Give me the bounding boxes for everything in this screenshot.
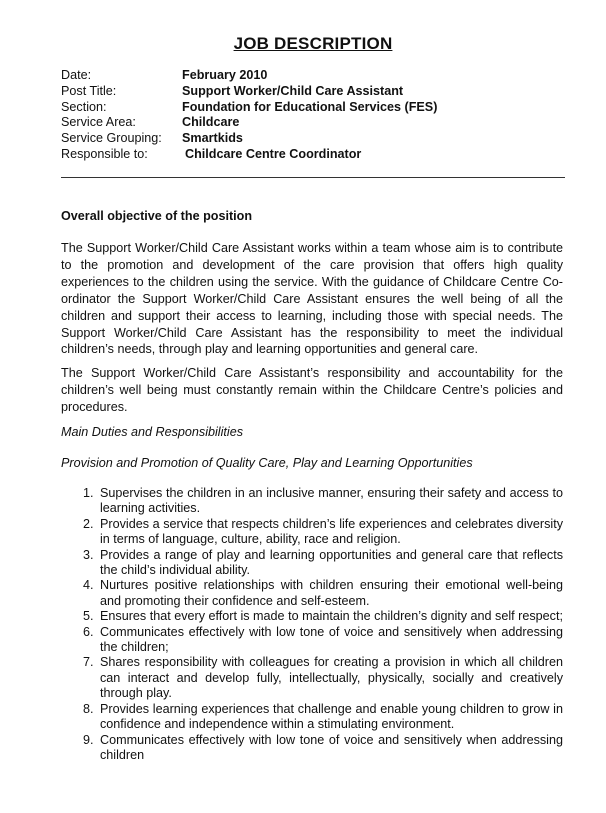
list-number: 1. [83, 486, 94, 500]
list-text: Provides a range of play and learning opportunities and general care that reflects the child’s individual ability. [100, 547, 563, 578]
list-number: 3. [83, 547, 94, 562]
list-item [75, 548, 563, 579]
meta-value: Support Worker/Child Care Assistant [182, 83, 404, 98]
list-number: 8. [83, 701, 94, 716]
list-item [75, 578, 563, 609]
list-item [75, 655, 563, 701]
meta-value: Childcare [182, 115, 240, 130]
list-text: Communicates effectively with low tone of voice and sensitively when addressing children [100, 732, 563, 762]
list-item [75, 517, 563, 548]
document-title: JOB DESCRIPTION [233, 34, 393, 53]
meta-row-post-title [61, 84, 437, 100]
list-item [75, 486, 563, 517]
list-text: Ensures that every effort is made to maintain the children’s dignity and self respect; [100, 609, 563, 624]
meta-value: Childcare Centre Coordinator [185, 146, 362, 161]
list-text: Shares responsibility with colleagues for creating a provision in which all children can interact and develop fully, intellectually, physically, socially and creatively through play. [100, 655, 563, 701]
list-item [75, 702, 563, 733]
meta-label: Date: [61, 68, 92, 82]
meta-label: Service Grouping: [61, 131, 162, 146]
list-number: 7. [83, 655, 94, 670]
duties-heading: Main Duties and Responsibilities [61, 425, 244, 439]
meta-row-date [61, 68, 437, 84]
list-text: Communicates effectively with low tone of voice and sensitively when addressing the children; [100, 624, 563, 655]
objective-heading: Overall objective of the position [61, 209, 253, 223]
meta-value: Smartkids [182, 131, 243, 146]
meta-row-section [61, 100, 437, 116]
list-text: Provides learning experiences that challenge and enable young children to grow in confidence and independence within a stimulating environment. [100, 701, 563, 732]
meta-label: Responsible to: [61, 146, 148, 161]
list-item [75, 609, 563, 624]
list-number: 4. [83, 578, 94, 593]
accountability-paragraph: The Support Worker/Child Care Assistant’s responsibility and accountability for the children’s well being must constantly remain within the Childcare Centre’s policies and procedures. [61, 366, 563, 414]
provision-subheading: Provision and Promotion of Quality Care, Play and Learning Opportunities [61, 456, 473, 470]
list-item [75, 733, 563, 764]
list-number: 6. [83, 624, 94, 639]
meta-row-service-area [61, 115, 437, 131]
horizontal-divider [61, 177, 565, 178]
meta-row-service-grouping [61, 131, 437, 147]
meta-label: Service Area: [61, 115, 136, 130]
meta-label: Post Title: [61, 83, 117, 98]
list-item [75, 625, 563, 656]
list-text: Supervises the children in an inclusive manner, ensuring their safety and access to learning activities. [100, 486, 563, 516]
list-text: Nurtures positive relationships with children ensuring their emotional well-being and promoting their confidence and self-esteem. [100, 578, 563, 608]
duties-list [75, 486, 563, 763]
meta-label: Section: [61, 99, 107, 114]
objective-paragraph: The Support Worker/Child Care Assistant works within a team whose aim is to contribute to the promotion and development of the care provision that offers high quality experiences to the children using the service. With the guidance of Childcare Centre Co-ordinator the Support Worker/Child Care Assistant ensures the well being of all the children and support their access to learning, including those with special needs. The Support Worker/Child Care Assistant has the responsibility to meet the individual children’s needs, through play and learning opportunities and general care. [61, 241, 563, 357]
list-number: 5. [83, 609, 94, 624]
list-text: Provides a service that respects children’s life experiences and celebrates diversity in terms of language, culture, ability, race and religion. [100, 516, 563, 547]
list-number: 9. [83, 732, 94, 747]
meta-value: February 2010 [182, 68, 268, 82]
meta-row-responsible-to [61, 147, 437, 163]
job-meta [61, 68, 437, 163]
list-number: 2. [83, 516, 94, 531]
meta-value: Foundation for Educational Services (FES) [182, 99, 438, 114]
